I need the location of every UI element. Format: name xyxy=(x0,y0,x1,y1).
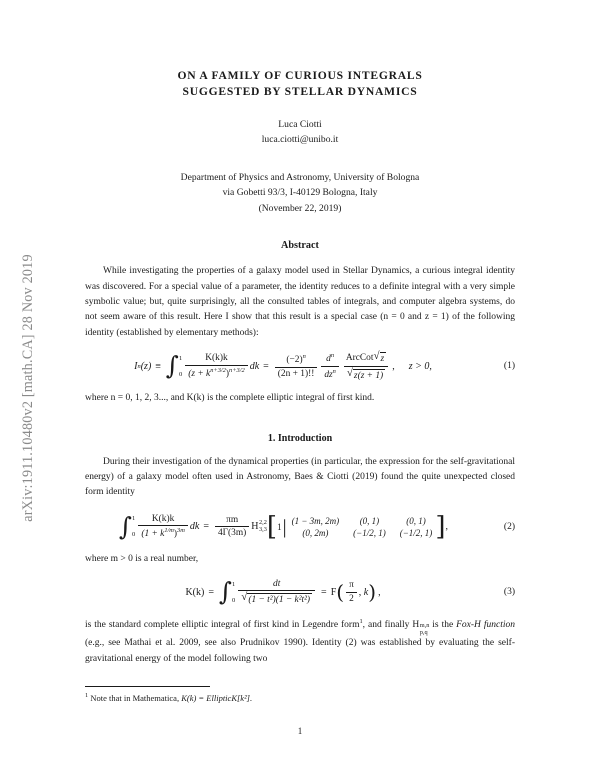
eq3-F-arg2: k xyxy=(363,586,369,598)
eq2-parameter-matrix xyxy=(292,515,433,539)
eq3-lhs: K(k) xyxy=(185,586,205,598)
affiliation xyxy=(85,170,515,217)
integral-sign-icon: ∫ xyxy=(119,511,133,541)
para2-H-upper: m,n xyxy=(419,622,430,630)
eq1-lhs-arg: (z) xyxy=(140,360,152,372)
para2-fox-h-italic: Fox-H function xyxy=(456,620,515,631)
eq3-int-upper: 1 xyxy=(232,580,236,588)
eq1-differential: dk xyxy=(249,360,260,372)
page-title xyxy=(85,68,515,101)
introduction-paragraph-1: During their investigation of the dynamical properties (in particular, the expression for the self-gravitational energy) of a galaxy model often used in Astronomy, Baes & Ciotti (2019) found the quite unexpected closed form identity xyxy=(85,456,515,498)
footnote-marker: 1 xyxy=(85,692,89,699)
eq2-numerator: K(k)k xyxy=(151,513,175,524)
para2-H-indices xyxy=(420,623,430,636)
eq1-integral xyxy=(165,351,183,381)
matrix-cell: (0, 1) xyxy=(406,515,426,526)
eq1-coeff-num: $(-2)^n$ xyxy=(286,353,306,366)
para2-part-d: (e.g., see Mathai et al. 2009, see also Prudnikov 1990). Identity (2) was established by evaluating the self-gravitational energy of the model following two xyxy=(85,638,515,664)
eq1-arccot-fraction xyxy=(343,351,389,381)
eq1-coefficient-fraction xyxy=(275,353,318,379)
eq2-coeff-num: πm xyxy=(226,514,239,525)
eq3-F-num: π xyxy=(349,580,354,590)
eq1-derivative-operator xyxy=(321,352,339,380)
affiliation-department: Department of Physics and Astronomy, University of Bologna xyxy=(180,171,420,183)
equation-3-number: (3) xyxy=(503,587,515,598)
footnote-divider xyxy=(85,686,210,687)
eq3-trailing: , xyxy=(378,586,381,598)
abstract-text: While investigating the properties of a galaxy model used in Stellar Dynamics, a curious integral identity was discovered. For a special value of a parameter, the identity reduces to a definite integral with a very simple symbolic value; but, quite surprisingly, all the consulted tables of integrals, and computer algebra systems, do not seem aware of this result. Here I show that this result is a special case (n = 0 and z = 1) of the following identity (established by elementary methods): xyxy=(85,266,515,338)
paren-left-icon: ( xyxy=(336,580,345,605)
title-line-1: ON A FAMILY OF CURIOUS INTEGRALS xyxy=(177,69,423,82)
footnote-marker-ref[interactable]: 1 xyxy=(359,618,363,626)
footnote-text-b: . xyxy=(249,692,253,703)
eq1-lhs-symbol: I xyxy=(134,360,138,372)
eq3-denominator xyxy=(238,590,315,606)
eq2-integral xyxy=(119,511,136,541)
eq2-int-upper: 1 xyxy=(132,515,136,523)
eq1-condition: z > 0, xyxy=(408,360,432,372)
affiliation-address: via Gobetti 93/3, I-40129 Bologna, Italy xyxy=(222,187,378,199)
para2-part-c: is the xyxy=(432,620,457,631)
eq2-int-lower: 0 xyxy=(132,531,136,539)
eq3-F-symbol: F xyxy=(330,586,337,598)
eq2-coefficient-fraction xyxy=(215,515,249,539)
author-email[interactable]: luca.ciotti@unibo.it xyxy=(261,133,339,145)
eq3-equals-2: = xyxy=(321,586,327,598)
page-number: 1 xyxy=(297,726,303,736)
integral-sign-icon: ∫ xyxy=(218,577,232,607)
footnote-text-a: Note that in Mathematica, xyxy=(90,692,182,703)
bracket-left-icon: [ xyxy=(266,511,278,542)
eq3-F-fraction xyxy=(346,580,357,604)
equation-3-body: K(k) = ∫ 1 0 dt √ (1 − t²)(1 − k²t²) = F ( $\frac{\pi}{2}$ , k ) , xyxy=(185,577,381,607)
after-equation-1-text: where n = 0, 1, 2, 3..., and K(k) is the complete elliptic integral of first kind. xyxy=(85,393,375,404)
eq1-denominator: $(z + k^{n+3/2})^{n+3/2}$ xyxy=(185,365,247,380)
arxiv-stamp: arXiv:1911.10480v2 [math.CA] 28 Nov 2019 xyxy=(19,254,36,522)
para2-H-lower: p,q xyxy=(419,628,428,636)
title-line-2: SUGGESTED BY STELLAR DYNAMICS xyxy=(182,85,418,99)
eq3-int-lower: 0 xyxy=(232,596,236,604)
eq2-integral-limits xyxy=(132,514,135,539)
sqrt-icon: √ (1 − t²)(1 − k²t²) xyxy=(241,591,311,606)
eq1-int-lower: 0 xyxy=(178,370,183,378)
sqrt-icon: √ z xyxy=(373,350,385,365)
eq1-deriv-den: $dz^n$ xyxy=(321,366,339,381)
eq1-arccot-num: ArcCot √ z xyxy=(345,350,385,365)
eq2-integrand-fraction xyxy=(138,514,188,540)
eq2-coeff-den: 4Γ(3m) xyxy=(215,526,249,539)
eq1-coeff-den: (2n + 1)!! xyxy=(275,367,318,380)
footnote xyxy=(85,691,515,705)
eq1-deriv-num: $d^n$ xyxy=(326,351,335,365)
eq2-H-indices xyxy=(259,520,267,533)
author-name: Luca Ciotti xyxy=(278,118,322,130)
equation-3 xyxy=(85,577,515,607)
bracket-right-icon: ] xyxy=(435,511,446,542)
eq2-fox-h-function xyxy=(251,520,267,533)
eq3-numerator: dt xyxy=(273,578,281,589)
equation-1 xyxy=(85,351,515,381)
equation-1-body: I n (z) ≡ ∫ 1 0 $\frac{K(k)k}{(z + k^{n+3/2})^{n+3/2}}$ dk = $\frac{(-2)^n}{(2n + 1)!!}$ $\frac{d^n}{dz^n}$ ArcCot √ z √ z(z + 1) , z > 0, xyxy=(134,350,432,381)
integral-sign-icon: ∫ xyxy=(165,351,179,381)
eq2-denominator: $(1 + k^{1/m})^{3m}$ xyxy=(138,525,188,540)
matrix-cell: (−1/2, 1) xyxy=(399,527,433,538)
para2-part-a: is the standard complete elliptic integral of first kind in Legendre form xyxy=(85,620,360,631)
eq2-differential: dk xyxy=(189,521,200,533)
eq3-integrand-fraction xyxy=(238,579,315,606)
eq1-arccot-den xyxy=(344,366,388,382)
sqrt-icon: √ z(z + 1) xyxy=(346,366,384,381)
eq2-argument: 1 xyxy=(277,521,282,532)
introduction-heading: 1. Introduction xyxy=(267,432,333,444)
eq1-equals: = xyxy=(263,360,269,372)
eq1-integrand-fraction xyxy=(185,353,247,379)
footnote-math: K(k) = EllipticK[k²] xyxy=(181,692,250,703)
affiliation-date: (November 22, 2019) xyxy=(258,202,342,214)
matrix-cell: (−1/2, 1) xyxy=(353,527,386,538)
introduction-paragraph-2 xyxy=(85,617,515,667)
abstract-heading: Abstract xyxy=(281,240,319,252)
equation-2 xyxy=(85,512,515,542)
matrix-cell: (0, 2m) xyxy=(302,527,329,538)
eq1-integral-limits xyxy=(179,354,182,379)
eq3-equals: = xyxy=(208,586,214,598)
eq3-F-den: 2 xyxy=(346,592,357,605)
paper-page xyxy=(85,0,515,776)
eq1-lhs-sub: n xyxy=(137,362,141,370)
eq1-numerator: K(k)k xyxy=(205,353,228,364)
eq3-integral xyxy=(218,577,236,607)
eq1-int-upper: 1 xyxy=(178,354,183,362)
eq2-H-lower: 3,3 xyxy=(259,525,267,533)
paren-right-icon: ) xyxy=(368,580,377,605)
after-equation-2-text: where m > 0 is a real number, xyxy=(85,553,199,564)
vertical-bar-icon: | xyxy=(282,515,287,538)
eq2-H-upper: 2,2 xyxy=(259,519,267,527)
eq2-trailing: , xyxy=(445,521,448,533)
matrix-cell: (0, 1) xyxy=(359,515,380,526)
eq2-equals: = xyxy=(203,521,209,533)
eq1-equiv: ≡ xyxy=(155,360,161,372)
eq2-H-symbol: H xyxy=(251,521,259,533)
equation-2-body xyxy=(85,512,481,542)
matrix-cell: (1 − 3m, 2m) xyxy=(291,515,340,526)
eq3-integral-limits xyxy=(232,580,235,605)
para2-part-b: , and finally H xyxy=(362,620,420,631)
equation-1-number: (1) xyxy=(503,361,515,372)
equation-2-number: (2) xyxy=(503,521,515,532)
